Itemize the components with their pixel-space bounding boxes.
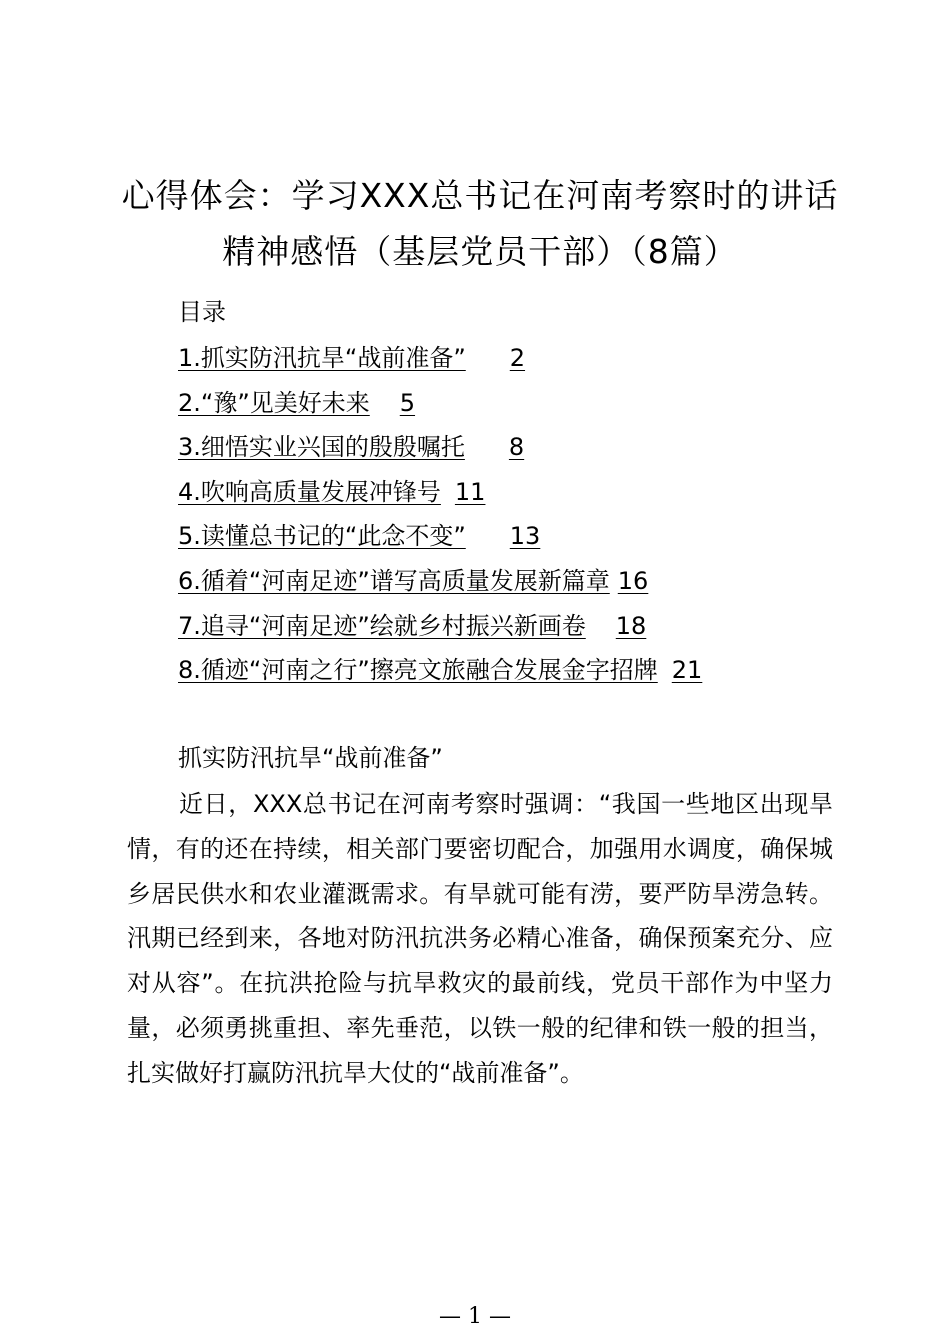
toc-link-3[interactable] <box>178 433 524 461</box>
section-heading: 抓实防汛抗旱“战前准备” <box>178 744 443 772</box>
toc-item-page: 8 <box>508 433 525 462</box>
toc-item-label: 7.追寻“河南足迹”绘就乡村振兴新画卷 <box>178 611 586 640</box>
document-title: 心得体会：学习XXX总书记在河南考察时的讲话精神感悟（基层党员干部）（8篇） <box>121 176 839 271</box>
page-number: — 1 — <box>439 1304 511 1329</box>
toc-item-page: 21 <box>671 656 703 685</box>
toc-heading: 目录 <box>178 298 226 326</box>
toc-link-2[interactable] <box>178 389 415 417</box>
toc-item-label: 8.循迹“河南之行”擦亮文旅融合发展金字招牌 <box>178 656 658 685</box>
toc-item-page: 5 <box>399 388 416 417</box>
toc-item <box>178 425 702 470</box>
toc-item-page: 18 <box>615 611 647 640</box>
body-paragraph: 近日，XXX总书记在河南考察时强调：“我国一些地区出现旱情，有的还在持续，相关部门要密切配合，加强用水调度，确保城乡居民供水和农业灌溉需求。有旱就可能有涝，要严防旱涝急转。汛期已经到来，各地对防汛抗洪务必精心准备，确保预案充分、应对从容”。在抗洪抢险与抗旱救灾的最前线，党员干部作为中坚力量，必须勇挑重担、率先垂范，以铁一般的纪律和铁一般的担当，扎实做好打赢防汛抗旱大仗的“战前准备”。 <box>127 790 833 1087</box>
toc-item-label: 6.循着“河南足迹”谱写高质量发展新篇章 <box>178 566 610 595</box>
toc-item-label: 2.“豫”见美好未来 <box>178 388 370 417</box>
toc-link-1[interactable] <box>178 344 525 372</box>
toc-link-7[interactable] <box>178 612 646 640</box>
toc-item-page: 13 <box>509 522 541 551</box>
toc-item <box>178 514 702 559</box>
toc-item-page: 2 <box>509 344 526 372</box>
table-of-contents <box>178 336 702 693</box>
toc-item <box>178 470 702 515</box>
toc-item <box>178 381 702 426</box>
toc-link-6[interactable] <box>178 567 648 595</box>
toc-item <box>178 648 702 693</box>
toc-item <box>178 604 702 649</box>
toc-item-label: 3.细悟实业兴国的殷殷嘱托 <box>178 433 465 462</box>
toc-item-label: 5.读懂总书记的“此念不变” <box>178 522 466 551</box>
toc-item <box>178 559 702 604</box>
toc-item-page: 11 <box>454 477 486 506</box>
toc-link-5[interactable] <box>178 522 540 550</box>
toc-item-page: 16 <box>617 566 649 595</box>
toc-link-8[interactable] <box>178 656 702 684</box>
toc-item <box>178 336 702 381</box>
toc-link-4[interactable] <box>178 478 485 506</box>
toc-item-label: 1.抓实防汛抗旱“战前准备” <box>178 344 466 372</box>
toc-item-label: 4.吹响高质量发展冲锋号 <box>178 477 441 506</box>
